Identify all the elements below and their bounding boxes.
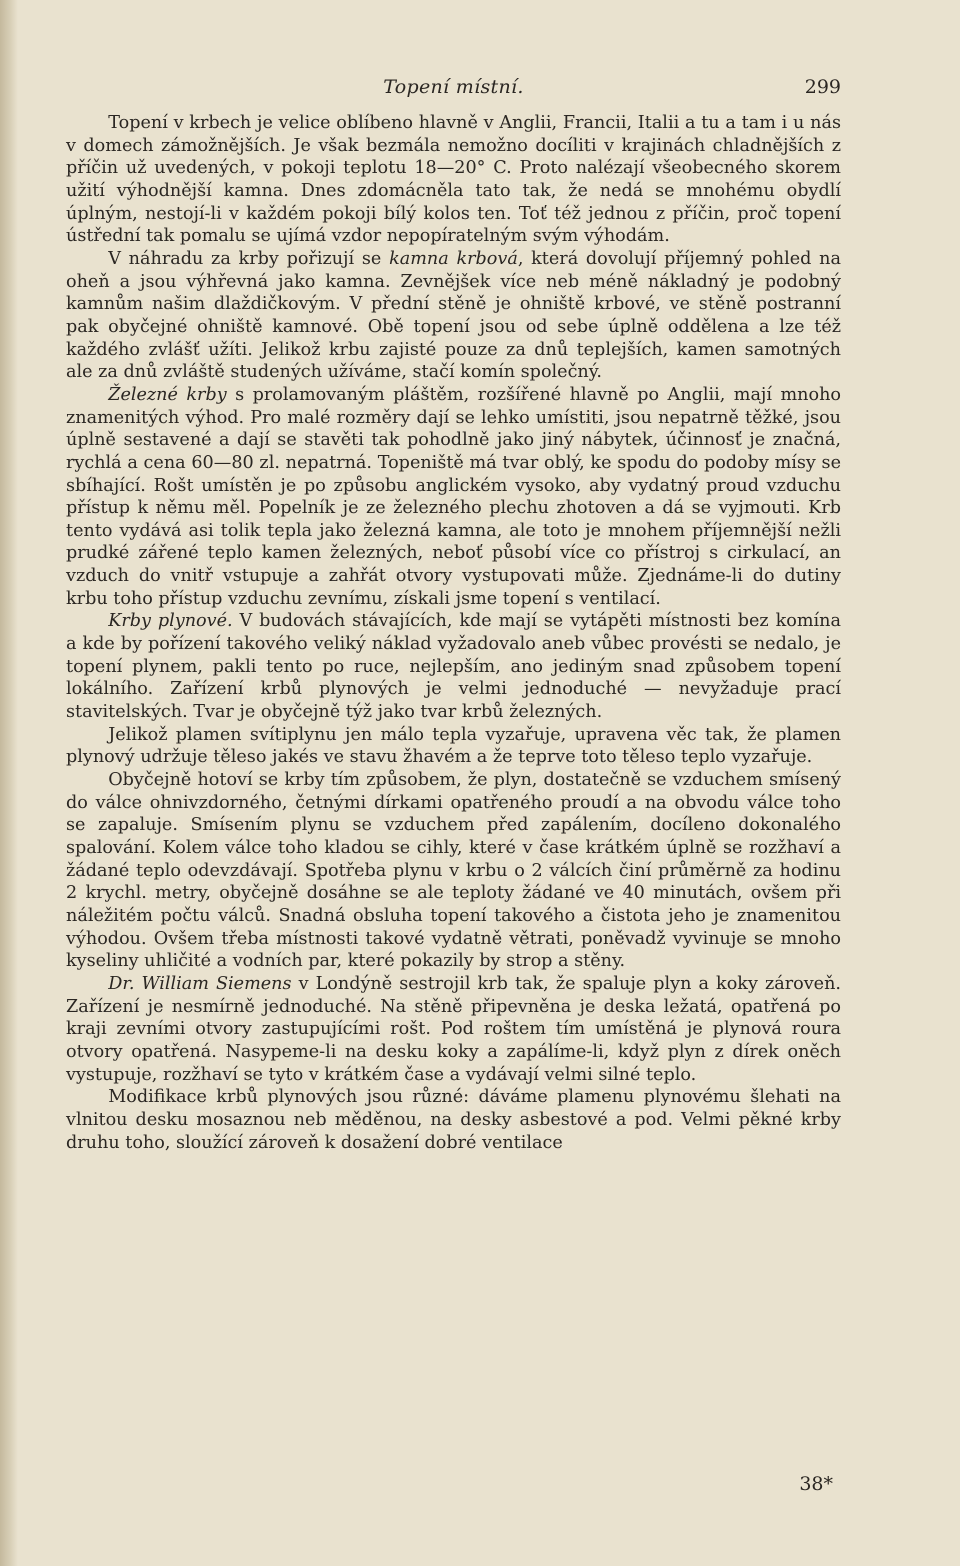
italic-text-segment: Dr. William Siemens — [108, 973, 292, 994]
text-segment: v Londýně sestrojil krb tak, že spaluje plyn a koky zároveň. Zařízení je nesmírně jednoduché. Na stěně připevněna je deska ležatá, opatřená po kraji zevními otvory zastupujícími rošt. Pod roštem tím umístěná je plynová roura otvory opatřená. Nasypeme-li na desku koky a zapálíme-li, když plyn z dírek oněch vystupuje, rozžhaví se tyto v krátkém čase a vydávají velmi silné teplo. — [66, 973, 841, 1085]
page-number: 299 — [804, 76, 841, 98]
text-segment: Modifikace krbů plynových jsou různé: dáváme plamenu plynovému šlehati na vlnitou desku mosaznou neb měděnou, na desky asbestové a pod. Velmi pěkné krby druhu toho, sloužící zároveň k dosažení dobré ventilace — [66, 1087, 841, 1153]
text-segment: V náhradu za krby pořizují se — [108, 248, 390, 269]
italic-text-segment: kamna krbová — [389, 248, 518, 269]
binding-gutter — [0, 0, 18, 1566]
paragraph — [66, 973, 841, 1086]
signature-mark: 38* — [799, 1473, 833, 1495]
italic-text-segment: Krby plynové. — [108, 611, 233, 632]
text-segment: Jelikož plamen svítiplynu jen málo tepla vyzařuje, upravena věc tak, že plamen plynový udržuje těleso jakés ve stavu žhavém a že teprve toto těleso teplo vyzařuje. — [66, 724, 841, 768]
body-text — [66, 112, 841, 1154]
paragraph — [66, 769, 841, 973]
paragraph — [66, 1086, 841, 1154]
paragraph — [66, 248, 841, 384]
paragraph — [66, 610, 841, 723]
paragraph — [66, 112, 841, 248]
paragraph — [66, 724, 841, 769]
book-page — [66, 68, 841, 1538]
italic-text-segment: Železné krby — [108, 384, 227, 405]
text-segment: Obyčejně hotoví se krby tím způsobem, že plyn, dostatečně se vzduchem smísený do válce ohnivzdorného, četnými dírkami opatřeného proudí a na obvodu válce toho se zapaluje. Smísením plynu se vzduchem před zapálením, docíleno dokonalého spalování. Kolem válce toho kladou se cihly, které v čase krátkém úplně se rozžhaví a žádané teplo odevzdávají. Spotřeba plynu v krbu o 2 válcích činí průměrně za hodinu 2 krychl. metry, obyčejně dosáhne se ale teploty žádané ve 40 minutách, ovšem při náležitém počtu válců. Snadná obsluha topení takového a čistota jeho je znamenitou výhodou. Ovšem třeba místnosti takové vydatně větrati, poněvadž vyvinuje se mnoho kyseliny uhličité a vodních par, které pokazily by strop a stěny. — [66, 770, 841, 972]
text-segment: V budovách stávajících, kde mají se vytápěti místnosti bez komína a kde by pořízení takového veliký náklad vyžadovalo aneb vůbec provésti se nedalo, je topení plynem, pakli tento po ruce, nejlepším, ano jediným snad způsobem topení lokálního. Zařízení krbů plynových je velmi jednoduché — nevyžaduje prací stavitelských. Tvar je obyčejně týž jako tvar krbů železných. — [66, 611, 841, 723]
paragraph — [66, 384, 841, 611]
running-title: Topení místní. — [383, 76, 524, 98]
page-header — [66, 68, 841, 112]
text-segment: Topení v krbech je velice oblíbeno hlavně v Anglii, Francii, Italii a tu a tam i u nás v domech zámožnějších. Je však bezmála nemožno docíliti v krajinách chladnějších z příčin už uvedených, v pokoji teplotu 18—20° C. Proto nalézají všeobecného skorem užití výhodnější kamna. Dnes zdomácněla tato tak, že nedá se mnohému obydlí úplným, nestojí-li v každém pokoji bílý kolos ten. Toť též jednou z příčin, proč topení ústřední tak pomalu se ujímá vzdor nepopíratelným svým výhodám. — [66, 113, 841, 247]
text-segment: s prolamovaným pláštěm, rozšířené hlavně po Anglii, mají mnoho znamenitých výhod. Pro malé rozměry dají se lehko umístiti, jsou nepatrně těžké, jsou úplně sestavené a dají se stavěti tak pohodlně jako jiný nábytek, účinnosť je značná, rychlá a cena 60—80 zl. nepatrná. Topeniště má tvar oblý, ke spodu do podoby mísy se sbíhající. Rošt umístěn je po způsobu anglickém vysoko, aby vydatný proud vzduchu přístup k němu měl. Popelník je ze železného plechu zhotoven a dá se vyjmouti. Krb tento vydává asi tolik tepla jako železná kamna, ale toto je mnohem příjemnější nežli prudké zářené teplo kamen železných, neboť působí více co přístroj s cirkulací, an vzduch do vnitř vstupuje a zahřát otvory vystupovati může. Zjednáme-li do dutiny krbu toho přístup vzduchu zevnímu, získali jsme topení s ventilací. — [66, 384, 841, 609]
text-segment: , která dovolují příjemný pohled na oheň a jsou výhřevná jako kamna. Zevnějšek více neb méně nákladný je podobný kamnům našim dlaždičkovým. V přední stěně je ohniště krbové, ve stěně postranní pak obyčejné ohniště kamnové. Obě topení jsou od sebe úplně oddělena a lze též každého zvlášť užíti. Jelikož krbu zajisté pouze za dnů teplejších, kamen samotných ale za dnů zvláště studených užíváme, stačí komín společný. — [66, 248, 841, 383]
